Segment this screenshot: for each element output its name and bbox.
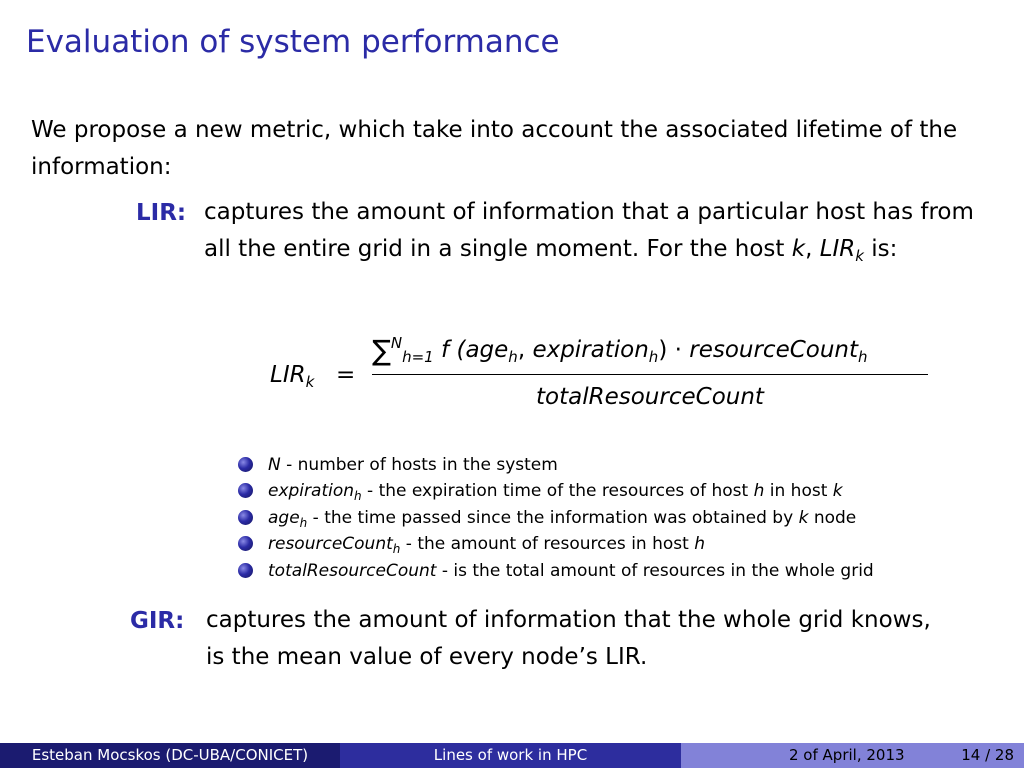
lir-term: LIR [819,236,856,262]
lir-k: k [791,236,806,262]
lir-definition [204,194,994,268]
var-sub: h [392,542,401,557]
var-sub: h [354,489,362,504]
sigma-upper: N [390,334,403,352]
list-item [238,452,874,478]
footer-meta [681,743,1024,768]
lir-term-sub: k [855,247,864,265]
expiration-term: expiration [532,337,649,363]
lir-sep: , [805,236,820,262]
bullet-icon [238,536,253,551]
f-close: ) [658,337,668,363]
formula-numerator [372,334,868,367]
dot-operator: · [667,337,690,363]
formula-lhs-base: LIR [270,362,306,388]
bullet-icon [238,510,253,525]
age-sub: h [508,348,518,366]
var-name: N [268,455,281,475]
expiration-sub: h [648,348,659,366]
var-k: k [798,507,809,528]
lir-label: LIR: [136,200,187,226]
age-term: age [465,337,509,363]
var-h: h [694,534,705,555]
gir-definition: captures the amount of information that the whole grid knows, is the mean value of every node’s LIR. [206,607,931,670]
lir-text-a: captures the amount of information that a particular host has from all the entire grid in a single moment. For the host [204,199,974,262]
list-item [238,531,874,557]
var-desc: - the expiration time of the resources of host [361,481,754,502]
bullet-icon [238,483,253,498]
list-item [238,505,874,531]
footer-talk-title: Lines of work in HPC [340,743,681,768]
comma: , [517,337,533,363]
var-name: totalResourceCount [268,560,437,581]
var-desc: - is the total amount of resources in the whole grid [436,560,874,581]
var-desc: - the amount of resources in host [400,534,695,555]
resource-term: resourceCount [689,337,859,363]
var-desc: - the time passed since the information was obtained by [307,507,799,528]
formula-denominator: totalResourceCount [536,384,764,410]
footer-bar [0,743,1024,768]
resource-sub: h [858,348,868,366]
bullet-icon [238,457,253,472]
var-name: expiration [268,481,355,502]
footer-author: Esteban Mocskos (DC-UBA/CONICET) [0,743,340,768]
fraction-bar [372,374,928,375]
var-desc-2: node [808,507,857,528]
bullet-icon [238,563,253,578]
formula-lhs [270,362,315,391]
lir-text-b: is: [863,236,898,262]
sigma-lower: h=1 [402,348,434,366]
intro-paragraph: We propose a new metric, which take into account the associated lifetime of the information: [31,117,958,180]
sigma-symbol: ∑ [372,334,391,367]
var-desc: - number of hosts in the system [280,455,558,475]
f-open: f ( [433,337,466,363]
var-desc-2: in host [764,481,833,502]
var-name: age [268,507,300,528]
var-sub: h [299,515,308,530]
page-number: 14 / 28 [961,746,1014,764]
var-k: k [832,481,843,502]
var-name: resourceCount [268,534,393,555]
gir-label: GIR: [130,608,185,634]
list-item [238,558,874,584]
slide-title: Evaluation of system performance [26,24,560,60]
footer-date: 2 of April, 2013 [789,746,905,764]
formula-lhs-sub: k [305,373,315,391]
formula-equals: = [336,362,356,388]
list-item [238,478,874,504]
variable-list [238,452,874,584]
lir-formula [270,328,970,418]
var-h: h [753,481,765,502]
